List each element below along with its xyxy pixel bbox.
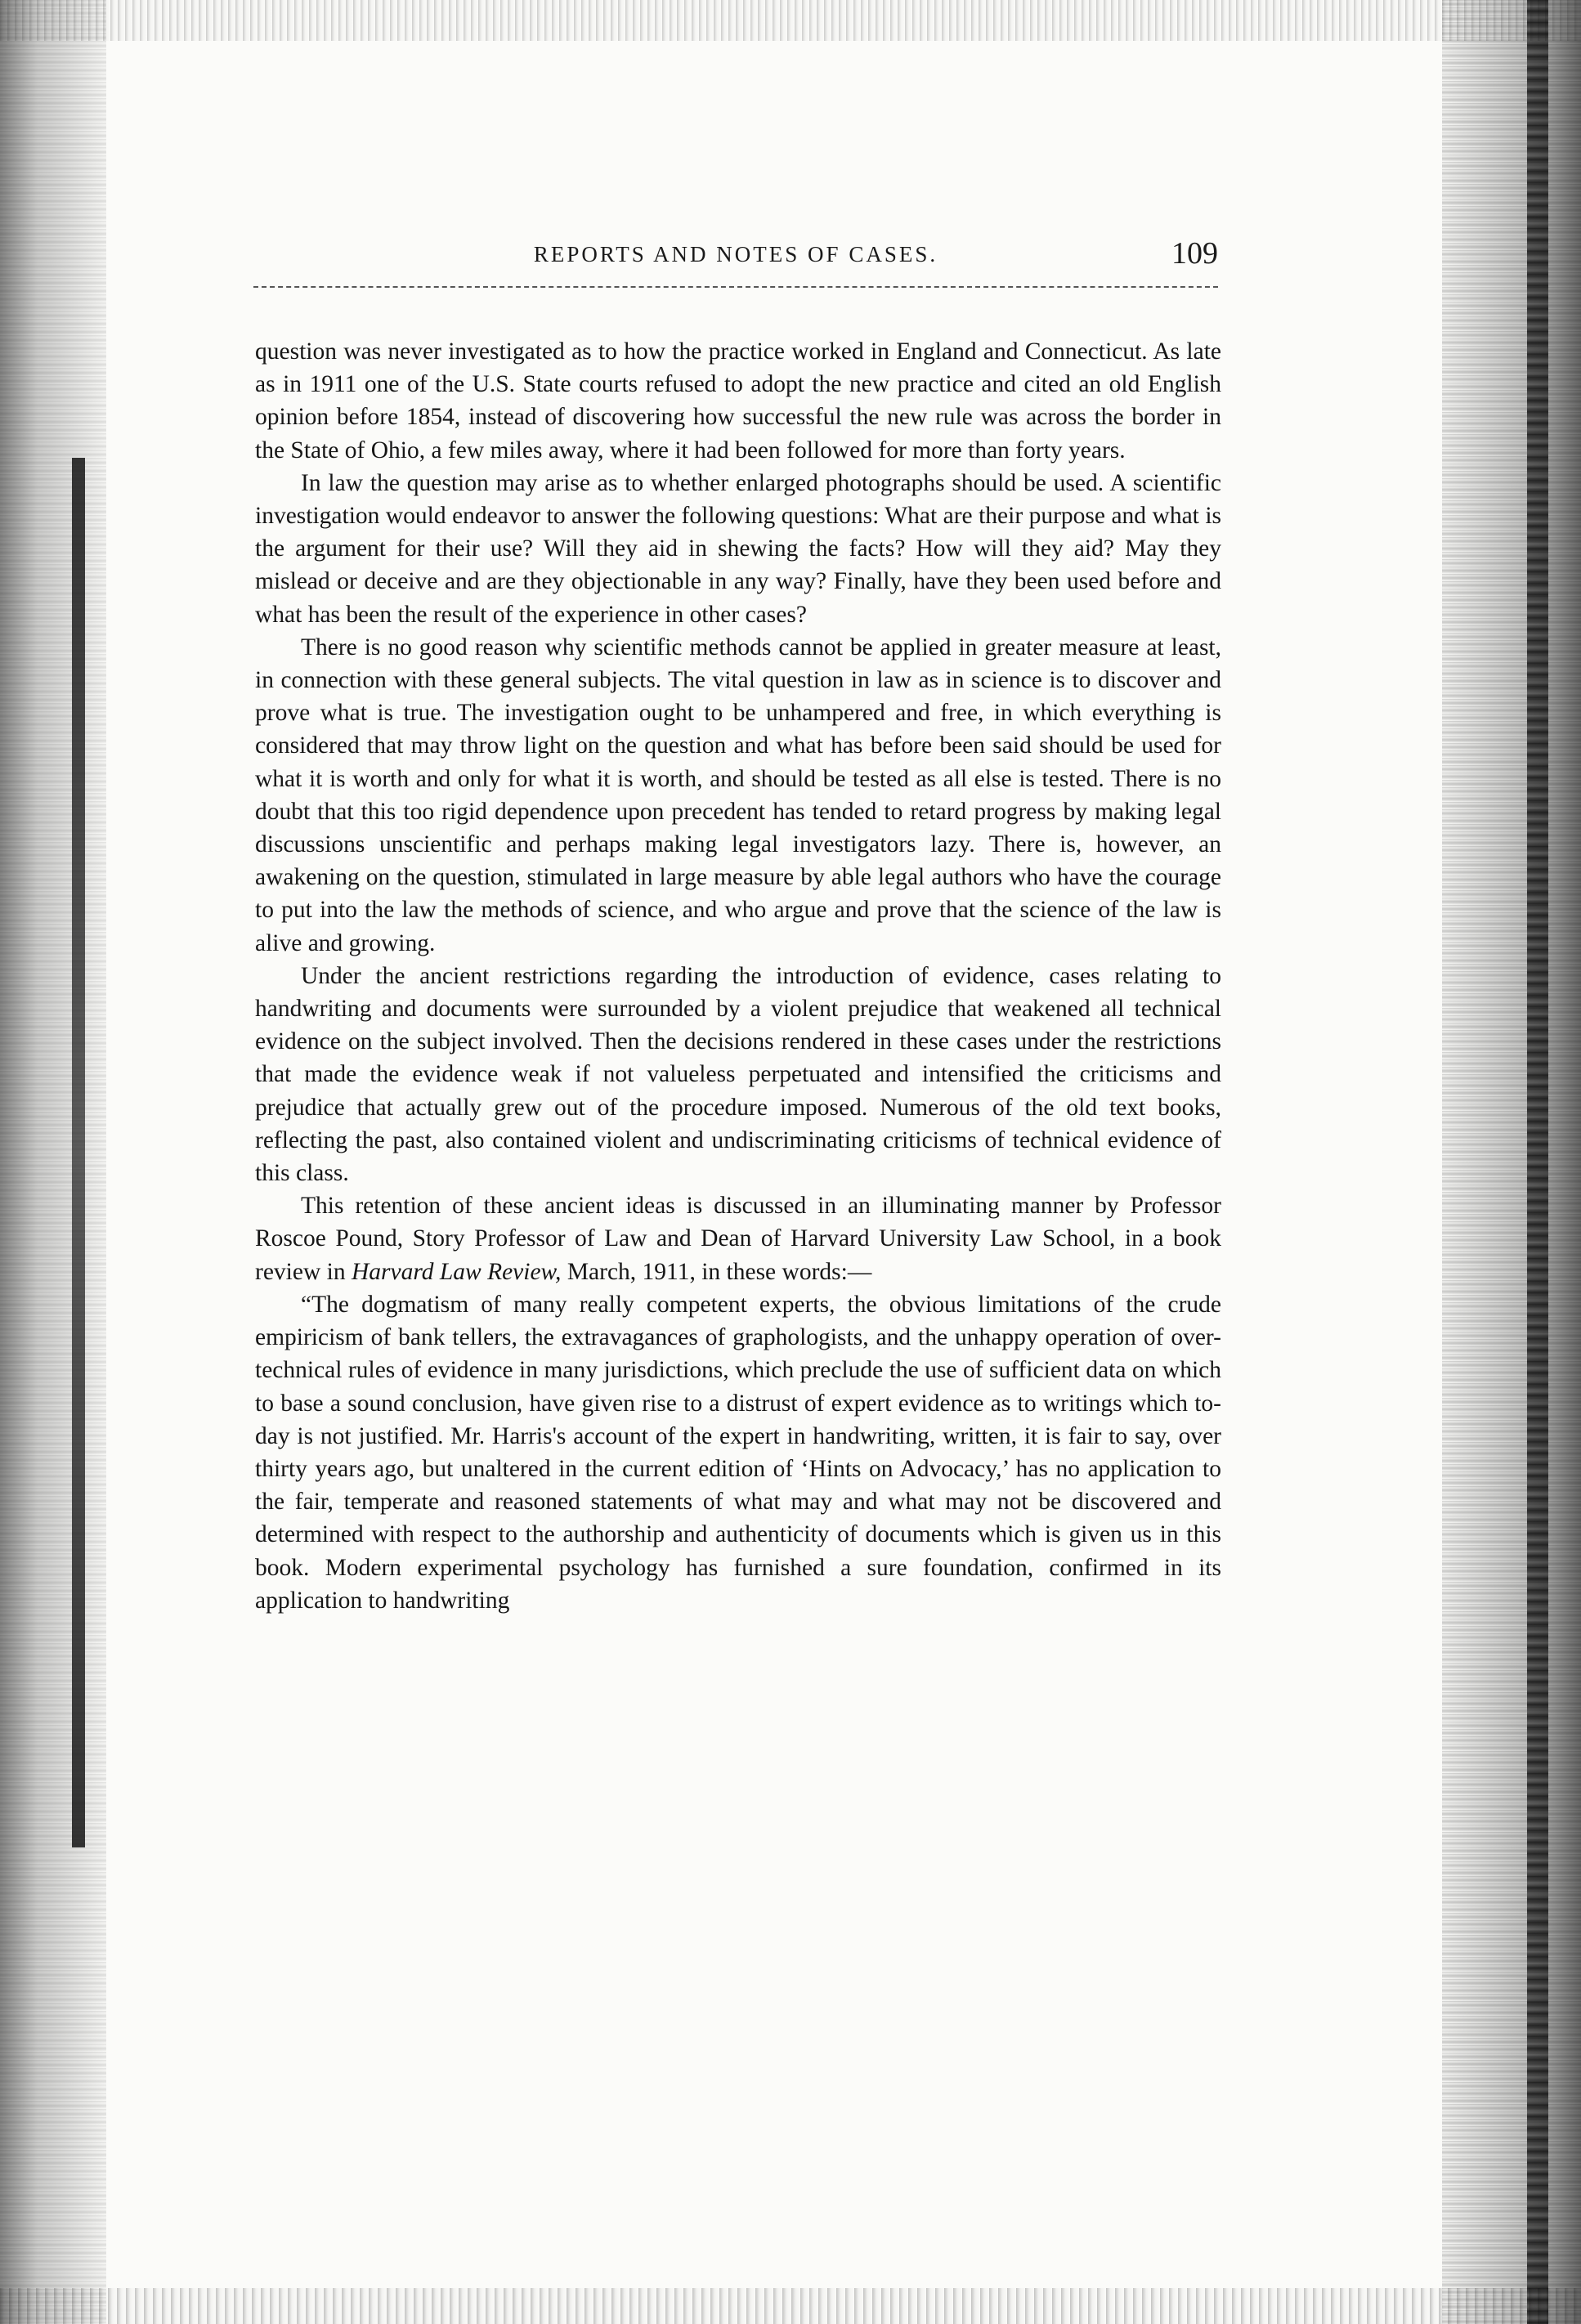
running-head bbox=[253, 235, 1218, 284]
running-title: REPORTS AND NOTES OF CASES. bbox=[533, 242, 938, 266]
page-number: 109 bbox=[1171, 236, 1218, 271]
scan-edge-bottom bbox=[0, 2288, 1581, 2324]
paragraph: Under the ancient restrictions regarding the introduction of evidence, cases relating to handwriting and documents were surrounded by a violent prejudice that weakened all technical evidence on the subject involved. Then the decisions rendered in these cases under the restrictions that made the evidence weak if not valueless perpetuated and intensified the criticisms and prejudice that actually grew out of the procedure imposed. Numerous of the old text books, reflecting the past, also contained violent and undiscriminating criticisms of technical evidence of this class. bbox=[255, 962, 1221, 1187]
paragraph-text: This retention of these ancient ideas is discussed in an illuminating manner by Professor Roscoe Pound, Story Professor of Law and Dean of Harvard University Law School, in a book review in bbox=[255, 1193, 1221, 1285]
journal-title: Harvard Law Review, bbox=[351, 1258, 562, 1285]
scan-binding-shadow-left bbox=[72, 458, 85, 1847]
scan-binding-shadow-right bbox=[1527, 0, 1548, 2324]
paragraph: In law the question may arise as to whether enlarged photographs should be used. A scientific investigation would endeavor to answer the following questions: What are their purpose and what is the argument for their use? Will they aid in shewing the facts? How will they aid? May they mislead or deceive and are they objectionable in any way? Finally, have they been used before and what has been the result of the experience in other cases? bbox=[255, 469, 1221, 628]
body-text bbox=[255, 335, 1221, 1617]
paragraph: There is no good reason why scientific methods cannot be applied in greater measure at least, in connection with these general subjects. The vital question in law as in science is to discover and prove what is true. The investigation ought to be unhampered and free, in which everything is considered that may throw light on the question and what has before been said should be used for what it is worth and only for what it is worth, and should be tested as all else is tested. There is no doubt that this too rigid dependence upon precedent has tended to retard progress by making legal discussions unscientific and perhaps making legal investigators lazy. There is, however, an awakening on the question, stimulated in large measure by able legal authors who have the courage to put into the law the methods of science, and who argue and prove that the science of the law is alive and growing. bbox=[255, 634, 1221, 956]
scan-edge-right bbox=[1442, 0, 1581, 2324]
header-rule bbox=[253, 286, 1218, 288]
paragraph-text: March, 1911, in these words:— bbox=[561, 1258, 872, 1285]
scan-edge-left bbox=[0, 0, 106, 2324]
quotation-paragraph: “The dogmatism of many really competent experts, the obvious limitations of the crude empiricism of bank tellers, the extravagances of graphologists, and the unhappy operation of over-technical rules of evidence in many jurisdictions, which preclude the use of sufficient data on which to base a sound conclusion, have given rise to a distrust of expert evidence as to writings which to-day is not justified. Mr. Harris's account of the expert in handwriting, written, it is fair to say, over thirty years ago, but unaltered in the current edition of ‘Hints on Advocacy,’ has no application to the fair, temperate and reasoned statements of what may and what may not be discovered and determined with respect to the authorship and authenticity of documents which is given us in this book. Modern experimental psychology has furnished a sure foundation, confirmed in its application to handwriting bbox=[255, 1291, 1221, 1614]
paragraph: question was never investigated as to how the practice worked in England and Connecticut. As late as in 1911 one of the U.S. State courts refused to adopt the new practice and cited an old English opinion before 1854, instead of discovering how successful the new rule was across the border in the State of Ohio, a few miles away, where it had been followed for more than forty years. bbox=[255, 338, 1221, 463]
scan-edge-top bbox=[0, 0, 1581, 41]
paragraph bbox=[255, 1189, 1221, 1288]
